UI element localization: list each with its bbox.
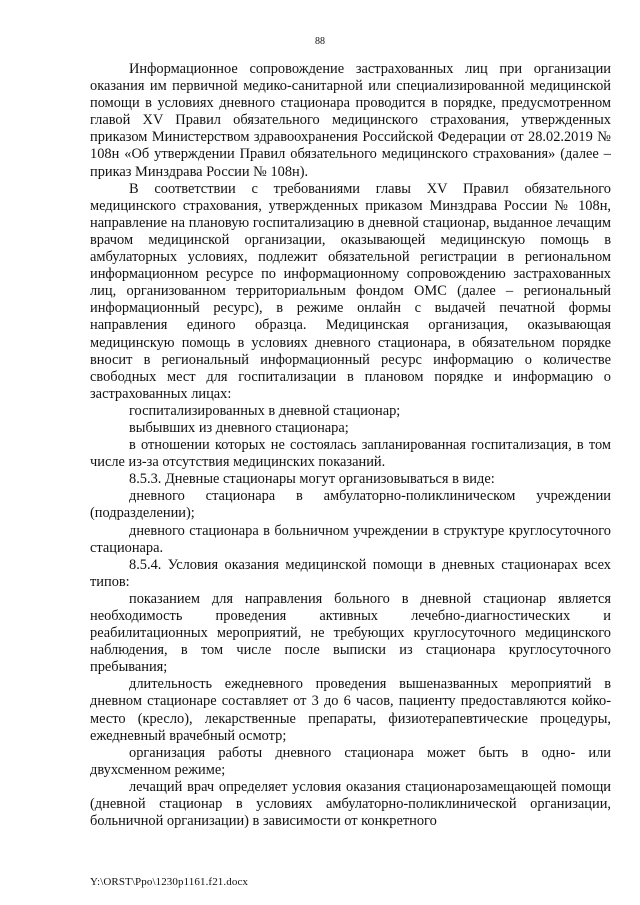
list-item-shift-mode: организация работы дневного стационара может быть в одно- или двухсменном режиме; bbox=[90, 744, 611, 778]
list-item-hospital-day-hospital: дневного стационара в больничном учреждении в структуре круглосуточного стационара. bbox=[90, 522, 611, 556]
list-item-outpatient-day-hospital: дневного стационара в амбулаторно-поликлиническом учреждении (подразделении); bbox=[90, 488, 611, 522]
section-8-5-4-heading: 8.5.4. Условия оказания медицинской помощи в дневных стационарах всех типов: bbox=[90, 556, 611, 590]
footer-file-path: Y:\ORST\Ppo\1230p1161.f21.docx bbox=[90, 876, 249, 888]
list-item-hospitalized: госпитализированных в дневной стационар; bbox=[129, 402, 401, 419]
list-item-discharged: выбывших из дневного стационара; bbox=[129, 419, 349, 436]
section-8-5-3-heading: 8.5.3. Дневные стационары могут организовываться в виде: bbox=[129, 471, 495, 488]
paragraph-registration-requirements: В соответствии с требованиями главы XV Правил обязательного медицинского страхования, утвержденных приказом Минздрава России № 108н, направление на плановую госпитализацию в дневной стационар, выданное лечащим врачом медицинской организации, оказывающей медицинскую помощь в амбулаторных условиях, подлежит обязательной регистрации в региональном информационном ресурсе по информационному сопровождению застрахованных лиц, организованном территориальным фондом ОМС (далее – региональный информационный ресурс), в режиме онлайн с выдачей печатной формы направления единого образца. Медицинская организация, оказывающая медицинскую помощь в условиях дневного стационара, в обязательном порядке вносит в региональный информационный ресурс информацию о количестве свободных мест для госпитализации в плановом порядке и информацию о застрахованных лицах: bbox=[90, 180, 611, 402]
list-item-daily-duration: длительность ежедневного проведения вышеназванных мероприятий в дневном стационаре составляет от 3 до 6 часов, пациенту предоставляются койко-место (кресло), лекарственные препараты, физиотерапевтические процедуры, ежедневный врачебный осмотр; bbox=[90, 676, 611, 744]
list-item-cancelled-hospitalization: в отношении которых не состоялась запланированная госпитализация, в том числе из-за отсутствия медицинских показаний. bbox=[90, 437, 611, 471]
list-item-referral-indication: показанием для направления больного в дневной стационар является необходимость проведения активных лечебно-диагностических и реабилитационных мероприятий, не требующих круглосуточного медицинского наблюдения, в том числе после выписки из стационара круглосуточного пребывания; bbox=[90, 590, 611, 676]
paragraph-info-support: Информационное сопровождение застрахованных лиц при организации оказания им первичной медико-санитарной или специализированной медицинской помощи в условиях дневного стационара проводится в порядке, предусмотренном главой XV Правил обязательного медицинского страхования, утвержденных приказом Министерством здравоохранения Российской Федерации от 28.02.2019 № 108н «Об утверждении Правил обязательного медицинского страхования» (далее – приказ Минздрава России № 108н). bbox=[90, 61, 611, 180]
page-number: 88 bbox=[315, 36, 325, 47]
list-item-attending-physician: лечащий врач определяет условия оказания стационарозамещающей помощи (дневной стационар в условиях амбулаторно-поликлинической организации, больничной организации) в зависимости от конкретного bbox=[90, 778, 611, 830]
document-body bbox=[90, 61, 611, 830]
